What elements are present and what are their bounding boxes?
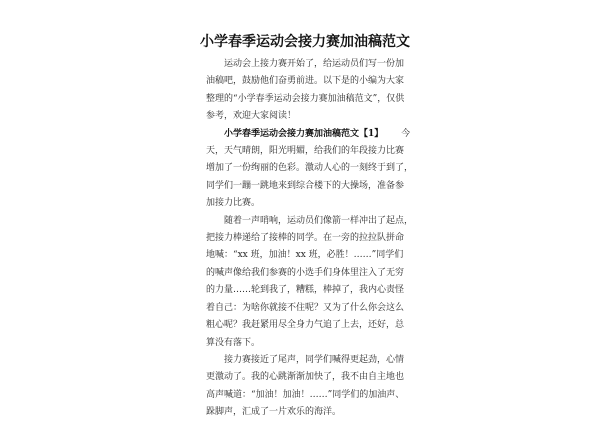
text-line: 同学们一蹦一跳地来到综合楼下的大操场，准备参 — [206, 180, 405, 191]
document-body — [206, 56, 414, 422]
text-line: 整理的“小学春季运动会接力赛加油稿范文”，仅供 — [206, 93, 405, 104]
text-line: 油稿吧，鼓励他们奋勇前进。以下是的小编为大家 — [206, 76, 405, 87]
text-line: 的力量……轮到我了，糟糕，棒掉了，我内心责怪 — [206, 285, 405, 296]
text-line: 运动会上接力赛开始了，给运动员们写一份加 — [224, 59, 405, 69]
document-title: 小学春季运动会接力赛加油稿范文 — [200, 34, 410, 50]
heading-tail-text: 今 — [401, 128, 411, 139]
text-line: 的喊声像给我们参赛的小选手们身体里注入了无穷 — [206, 267, 405, 278]
race-paragraph — [206, 213, 414, 352]
intro-paragraph — [206, 56, 406, 126]
text-line: 增加了一份绚丽的色彩。激动人心的一刻终于到了， — [206, 163, 414, 174]
text-line: 加接力比赛。 — [206, 198, 261, 209]
text-line: 更激动了。我的心跳渐渐加快了，我不由自主地也 — [206, 372, 405, 383]
section-paragraph-1 — [206, 126, 414, 213]
text-line: 接力赛接近了尾声，同学们喊得更起劲，心情 — [224, 354, 405, 365]
text-line: 算没有落下。 — [206, 337, 261, 348]
text-line: 把接力棒递给了接棒的同学。在一旁的拉拉队拼命 — [206, 233, 405, 244]
text-line: 天，天气晴朗，阳光明媚，给我们的年段接力比赛 — [206, 146, 405, 157]
text-line: 跺脚声，汇成了一片欢乐的海洋。 — [206, 407, 342, 418]
text-line: 粗心呢？我赶紧用尽全身力气追了上去，还好，总 — [206, 320, 405, 331]
text-line: 随着一声哨响，运动员们像箭一样冲出了起点， — [224, 215, 414, 226]
text-line: 着自己：为啥你就接不住呢？又为了什么你会这么 — [206, 302, 405, 313]
text-line: 参考，欢迎大家阅读！ — [206, 111, 297, 122]
ending-paragraph — [206, 352, 406, 422]
text-line: 地喊：“xx 班，加油！xx 班，必胜！……”同学们 — [206, 250, 404, 261]
section-heading: 小学春季运动会接力赛加油稿范文【1】 — [224, 128, 384, 139]
section-heading-line — [206, 126, 411, 143]
text-line: 高声喊道：“加油！加油！……”同学们的加油声、 — [206, 389, 405, 400]
